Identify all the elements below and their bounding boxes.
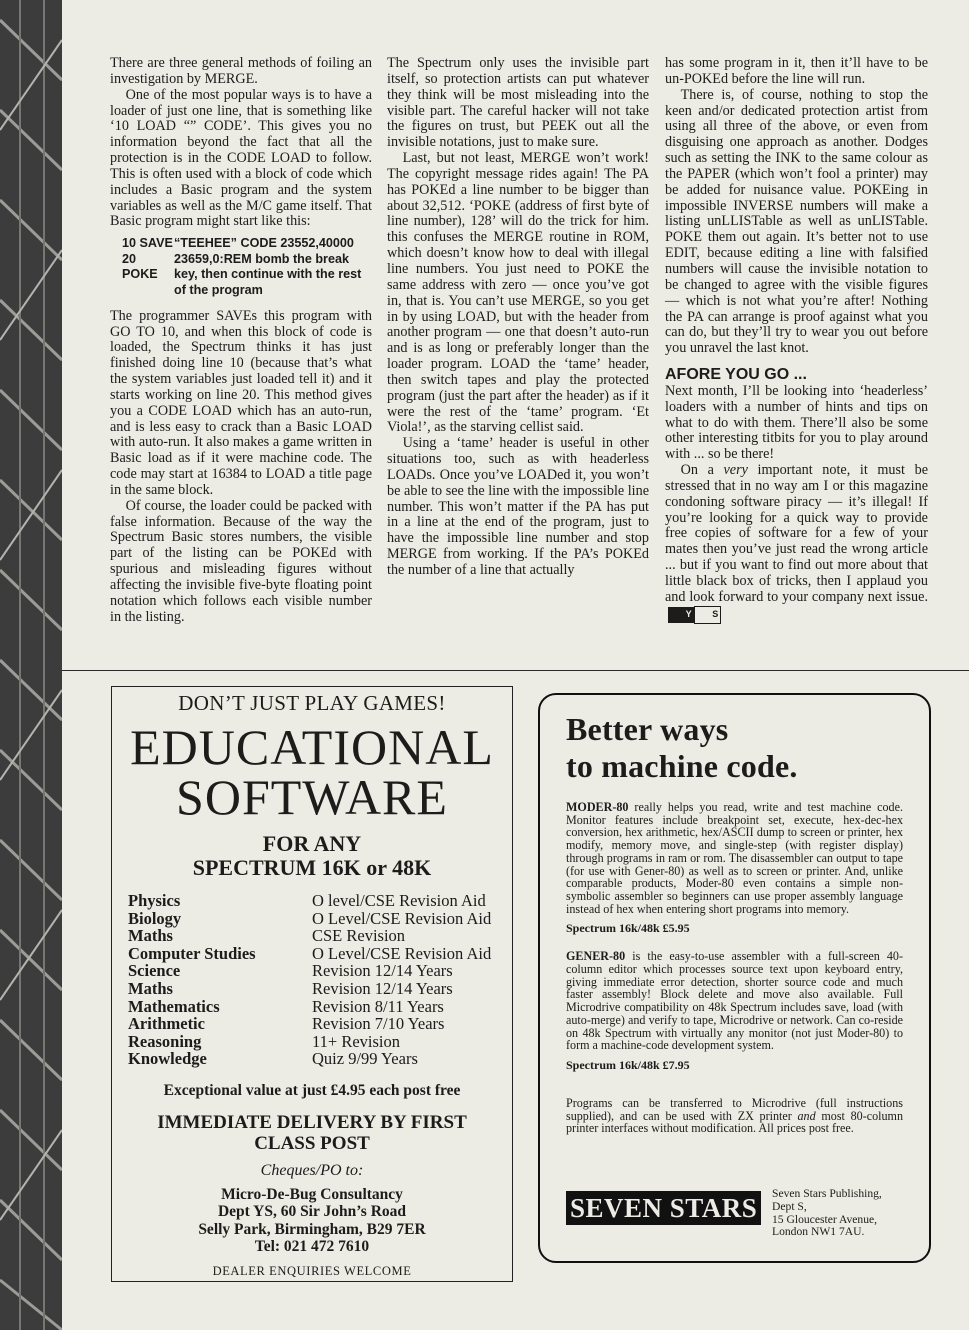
paragraph: Next month, I’ll be looking into ‘headerless’ loaders with a number of hints and tips on what to do with them. There’ll also be some other interesting titbits for you to play around with ... so be there! bbox=[665, 382, 928, 463]
ad-platform-line: FOR ANY bbox=[262, 831, 362, 856]
subject-level: O Level/CSE Revision Aid bbox=[312, 943, 492, 963]
ad-tagline: DON’T JUST PLAY GAMES! bbox=[178, 691, 446, 715]
subject-name: Computer Studies bbox=[128, 943, 256, 963]
ad-note bbox=[566, 1097, 903, 1135]
subject-row bbox=[128, 910, 491, 928]
ad-dealer-line: DEALER ENQUIRIES WELCOME bbox=[212, 1263, 412, 1278]
subject-name: Biology bbox=[128, 908, 182, 928]
note-text: Programs can be transferred to Microdrive (full instructions supplied), and can be used with ZX printer bbox=[566, 1095, 903, 1123]
article-column-2 bbox=[387, 56, 649, 579]
address-line: Dept YS, 60 Sir John’s Road bbox=[217, 1203, 407, 1221]
article-column-1 bbox=[110, 56, 372, 626]
section-heading: AFORE YOU GO ... bbox=[665, 366, 807, 384]
ad-price-line: Exceptional value at just £4.95 each post free bbox=[163, 1081, 461, 1099]
publisher-address bbox=[772, 1188, 882, 1239]
divider bbox=[62, 670, 969, 671]
end-mark-icon: Y bbox=[668, 607, 694, 623]
paragraph: The programmer SAVEs this program with GO TO 10, and when this block of code is loaded, the Spectrum thinks it has just finished doing line 10 (because that’s what the system variables just loaded tell it) and it starts working on line 20. This method gives you a CODE LOAD which has an auto-run, and is less easy to crack than a Basic LOAD with auto-run. It also makes a game written in Basic load as if it were machine code. The code may start at 16384 to LOAD a title page in the same block. bbox=[110, 307, 372, 498]
paragraph: Last, but not least, MERGE won’t work! The copyright message rides again! The PA has POKEd a line number to be bigger than about 32,512. ‘POKE (address of first byte of line number), 128’ will do the trick for him. this confuses the MERGE routine in ROM, which doesn’t know how to deal with illegal line numbers. You just need to POKE the same address with zero — once you’ve got in, that is. You can’t use MERGE, so you get in by using LOAD, but with the header from another program — one that doesn’t auto-run and is as long or preferably longer than the loader program. LOAD the ‘tame’ header, then switch tapes and play the protected program (just the part after the header) as if it were the rest of the ‘tame’ program. ‘Et Viola!’, as the starving cellist said. bbox=[387, 150, 649, 436]
subject-name: Physics bbox=[128, 891, 181, 910]
product-text: is the easy-to-use assembler with a full-screen 40-column editor which processes source text upon keyboard entry, giving immediate error detection, shorter source code and much faster assembly! Block delete and move also available. Full Microdrive compatibility on 48k Spectrum includes save, load (with auto-merge) and verify to tape, Microdrive or network. Can co-reside on 48k Spectrum with virtually any monitor (not just Moder-80) to form a machine-code development system. bbox=[566, 949, 903, 1053]
seven-stars-ad bbox=[538, 693, 931, 1263]
paragraph: Of course, the loader could be packed with false information. Because of the way the Spectrum Basic stores numbers, the visible part of the listing can be POKEd with spurious and misleading figures without affecting the invisible five-byte floating point notation which follows each visible number in the listing. bbox=[110, 497, 372, 625]
subject-row bbox=[128, 945, 491, 963]
subject-table bbox=[128, 892, 491, 1068]
article-column-3 bbox=[665, 56, 928, 624]
subject-name: Maths bbox=[128, 978, 173, 998]
code-line-number: 20 POKE bbox=[122, 251, 158, 282]
ad-title: EDUCATIONAL bbox=[130, 719, 494, 775]
educational-software-ad bbox=[111, 686, 513, 1282]
emphasis: very bbox=[723, 462, 748, 479]
address-line: Selly Park, Birmingham, B29 7ER bbox=[198, 1220, 426, 1238]
subject-row bbox=[128, 962, 491, 980]
subject-name: Arithmetic bbox=[128, 1014, 205, 1034]
address-line: London NW1 7AU. bbox=[772, 1225, 865, 1239]
subject-row bbox=[128, 980, 491, 998]
product-description-gener bbox=[566, 950, 903, 1052]
ad-title: SOFTWARE bbox=[176, 769, 448, 825]
address-line: Seven Stars Publishing, bbox=[772, 1187, 882, 1200]
subject-name: Mathematics bbox=[128, 996, 220, 1016]
subject-level: Revision 7/10 Years bbox=[312, 1014, 445, 1034]
paragraph: There are three general methods of foiling an investigation by MERGE. bbox=[110, 55, 372, 87]
subject-level: Revision 8/11 Years bbox=[312, 996, 444, 1016]
code-line-text: 23659,0:REM bomb the break key, then continue with the rest of the program bbox=[174, 251, 362, 298]
subject-row bbox=[128, 927, 491, 945]
end-mark-icon: S bbox=[694, 606, 722, 624]
address-line: Tel: 021 472 7610 bbox=[254, 1238, 370, 1256]
product-price: Spectrum 16k/48k £5.95 bbox=[566, 921, 690, 936]
ad-footer bbox=[566, 1185, 903, 1245]
subject-level: Revision 12/14 Years bbox=[312, 961, 453, 981]
code-line-number: 10 SAVE bbox=[122, 236, 173, 251]
subject-row bbox=[128, 1050, 491, 1068]
subject-level: O level/CSE Revision Aid bbox=[312, 891, 486, 910]
ad-delivery-line: IMMEDIATE DELIVERY BY FIRST bbox=[157, 1111, 467, 1133]
ad-delivery-line: CLASS POST bbox=[254, 1132, 370, 1154]
ad-cheques-line: Cheques/PO to: bbox=[260, 1161, 364, 1179]
article bbox=[110, 56, 928, 662]
ad-platform-line: SPECTRUM 16K or 48K bbox=[192, 855, 432, 880]
subject-level: Revision 12/14 Years bbox=[312, 978, 453, 998]
emphasis: and bbox=[797, 1108, 816, 1123]
address-line: 15 Gloucester Avenue, bbox=[772, 1212, 878, 1226]
paragraph: has some program in it, then it’ll have to be un-POKEd before the line will run. bbox=[665, 55, 928, 87]
subject-row bbox=[128, 998, 491, 1016]
subject-row bbox=[128, 892, 491, 910]
subject-level: 11+ Revision bbox=[312, 1031, 400, 1051]
address-line: Dept S, bbox=[772, 1199, 807, 1213]
subject-level: CSE Revision bbox=[312, 926, 406, 946]
note-text: most 80-column printer interfaces without modification. All prices post free. bbox=[566, 1108, 904, 1136]
paragraph: The Spectrum only uses the invisible part itself, so protection artists can put whatever they think will be most misleading into the visible part. The careful hacker will not take the figures on trust, but PEEK out all the invisible notations, just to make sure. bbox=[387, 55, 649, 151]
address-line: Micro-De-Bug Consultancy bbox=[221, 1185, 403, 1203]
subject-row bbox=[128, 1015, 491, 1033]
subject-name: Maths bbox=[128, 926, 173, 946]
subject-level: Quiz 9/99 Years bbox=[312, 1049, 418, 1069]
seven-stars-logo: SEVEN STARS bbox=[566, 1191, 761, 1225]
decorative-left-strip bbox=[0, 0, 62, 1330]
code-line bbox=[122, 236, 372, 252]
paragraph: There is, of course, nothing to stop the keen and/or dedicated protection artist from using all three of the above, or even from disguising one approach as another. Dodges such as setting the INK to the same colour as the PAPER (which won’t fool a printer) may be added for nuisance value. POKEing in impossible INVERSE numbers will make a listing unLLISTable as well as unLISTable. POKE them out again. It’s better not to use EDIT, because editing a line with falsified numbers will cause the invisible notation to be changed to agree with the visible figures — which is not what you’re after! Nothing the PA can arrange is proof against what you can do, but they’ll try to wear you out before you unravel the last knot. bbox=[665, 86, 928, 357]
paragraph: One of the most popular ways is to have a loader of just one line, that is something like ‘10 LOAD “” CODE’. This gives you no information beyond the fact that all the protection is in the CODE LOAD to follow. This is often used with a block of code which includes a Basic program and the system variables as well as the M/C game itself. That Basic program might start like this: bbox=[110, 86, 372, 230]
subject-row bbox=[128, 1033, 491, 1051]
ad-headline: Better ways bbox=[566, 711, 729, 747]
subject-level: O Level/CSE Revision Aid bbox=[312, 908, 492, 928]
product-name: MODER-80 bbox=[566, 800, 629, 814]
ad-address bbox=[112, 1186, 512, 1256]
paragraph-text: On a bbox=[680, 462, 724, 479]
subject-name: Knowledge bbox=[128, 1049, 207, 1069]
paragraph: Using a ‘tame’ header is useful in other situations too, such as with headerless LOADs. Once you’ve LOADed it, you won’t be able to see the line with the impossible line number. This won’t matter if the PA has put in a line at the end of the program, just to have the impossible line number and stop MERGE from working. If the PA’s POKEd the number of a line that actually bbox=[387, 435, 650, 578]
subject-name: Science bbox=[128, 961, 181, 981]
paragraph bbox=[665, 463, 928, 623]
product-description-moder bbox=[566, 801, 903, 915]
product-price: Spectrum 16k/48k £7.95 bbox=[566, 1057, 690, 1072]
product-name: GENER-80 bbox=[566, 949, 626, 964]
code-listing bbox=[122, 236, 372, 298]
ad-headline: to machine code. bbox=[566, 748, 798, 784]
paragraph-text: important note, it must be stressed that in no way am I or this magazine condoning software piracy — it’s illegal! If you’re looking for a quick way to provide free copies of software for a few of your mates then you’ve just read the wrong article ... but if you want to find out more about that little black box of tricks, then I applaud you and look forward to your company next issue. bbox=[665, 462, 928, 605]
code-line-text: “TEEHEE” CODE 23552,40000 bbox=[174, 236, 354, 251]
product-text: really helps you read, write and test machine code. Monitor features include breakpoint set, execute, hex-dec-hex conversion, hex arithmetic, hex/ASCII dump to screen or printer, hex modify, memory move, and single-step (with register display) through programs in ram or rom. The disassembler can output to tape (for use with Gener-80) as well as to screen or printer. And, unlike comparable products, Moder-80 even contains a simple non-symbolic assembler so beginners can use proper assembly language instead of hex when entering short programs into memory. bbox=[566, 800, 903, 916]
code-line bbox=[122, 252, 372, 299]
subject-name: Reasoning bbox=[128, 1031, 202, 1051]
